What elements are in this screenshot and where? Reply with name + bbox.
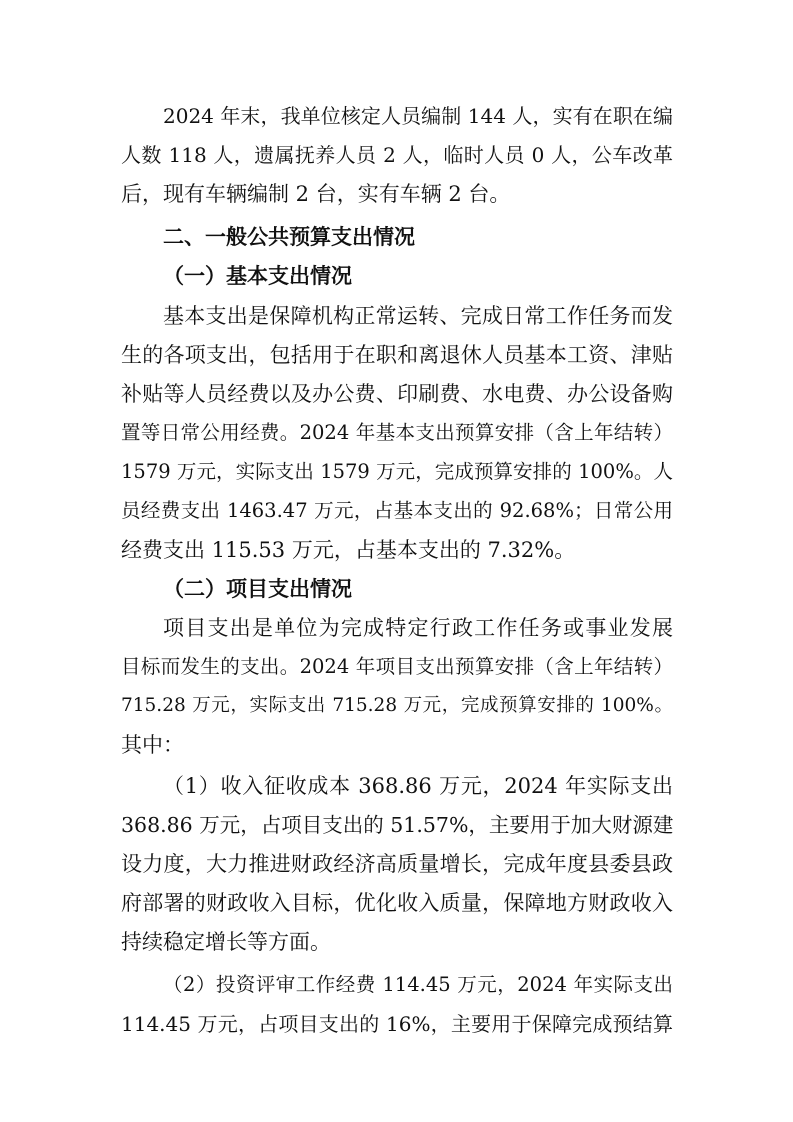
paragraph-line: （2）投资评审工作经费 114.45 万元，2024 年实际支出 xyxy=(163,973,673,996)
paragraph-line: 项目支出是单位为完成特定行政工作任务或事业发展 xyxy=(163,616,673,640)
paragraph-line: 设力度，大力推进财政经济高质量增长，完成年度县委县政 xyxy=(121,852,673,876)
paragraph-line: 持续稳定增长等方面。 xyxy=(121,930,331,954)
paragraph-line: 715.28 万元，实际支出 715.28 万元，完成预算安排的 100%。 xyxy=(121,695,673,716)
paragraph-line: （1）收入征收成本 368.86 万元，2024 年实际支出 xyxy=(163,774,673,798)
paragraph-line: 经费支出 115.53 万元，占基本支出的 7.32%。 xyxy=(121,538,576,562)
paragraph-line: 人数 118 人，遗属抚养人员 2 人，临时人员 0 人，公车改革 xyxy=(121,143,673,167)
subsection-heading: （一）基本支出情况 xyxy=(163,264,352,288)
subsection-heading: （二）项目支出情况 xyxy=(163,577,352,601)
section-heading: 二、一般公共预算支出情况 xyxy=(163,225,415,249)
paragraph-line: 府部署的财政收入目标，优化收入质量，保障地方财政收入 xyxy=(121,891,673,915)
paragraph-line: 员经费支出 1463.47 万元，占基本支出的 92.68%；日常公用 xyxy=(121,499,673,522)
paragraph-line: 114.45 万元，占项目支出的 16%，主要用于保障完成预结算 xyxy=(121,1012,673,1036)
paragraph-line: 1579 万元，实际支出 1579 万元，完成预算安排的 100%。人 xyxy=(121,460,673,483)
paragraph-line: 生的各项支出，包括用于在职和离退休人员基本工资、津贴 xyxy=(121,343,673,367)
paragraph-line: 368.86 万元，占项目支出的 51.57%，主要用于加大财源建 xyxy=(121,813,674,837)
paragraph-line: 后，现有车辆编制 2 台，实有车辆 2 台。 xyxy=(121,182,511,206)
paragraph-line: 置等日常公用经费。2024 年基本支出预算安排（含上年结转） xyxy=(121,421,673,444)
paragraph-line: 目标而发生的支出。2024 年项目支出预算安排（含上年结转） xyxy=(121,655,673,678)
paragraph-line: 2024 年末，我单位核定人员编制 144 人，实有在职在编 xyxy=(163,104,673,128)
paragraph-line: 其中： xyxy=(121,733,184,757)
paragraph-line: 基本支出是保障机构正常运转、完成日常工作任务而发 xyxy=(163,304,673,328)
paragraph-line: 补贴等人员经费以及办公费、印刷费、水电费、办公设备购 xyxy=(121,382,673,406)
